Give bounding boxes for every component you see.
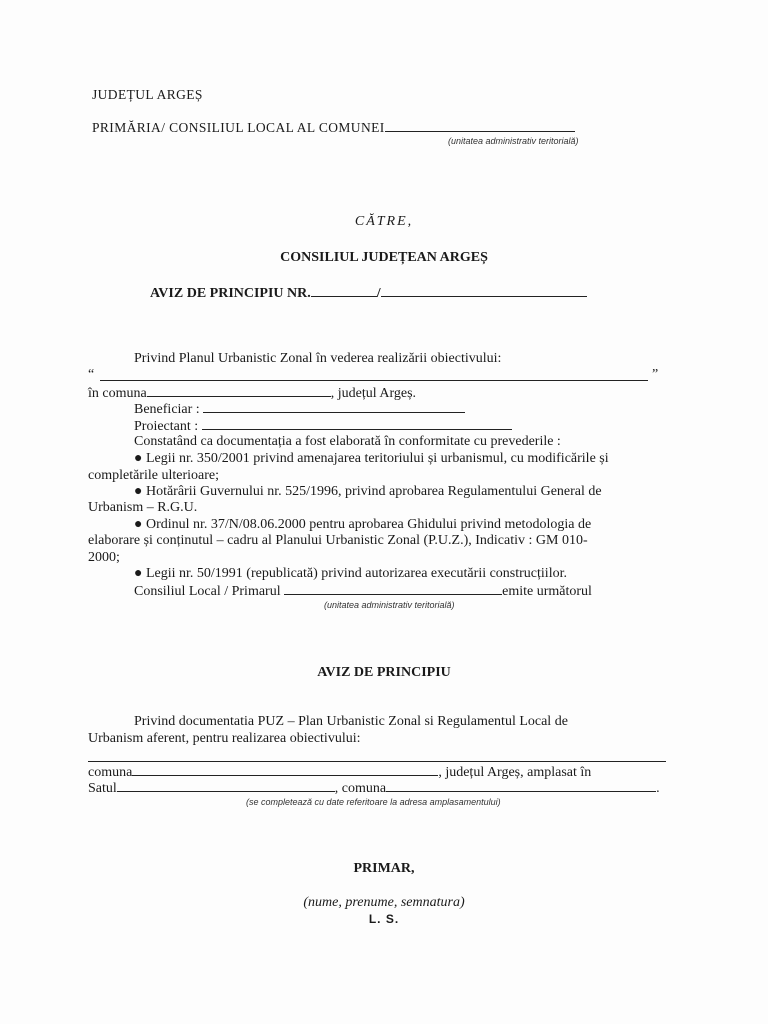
satul-label: Satul (88, 781, 117, 796)
law4-line: ● Legii nr. 50/1991 (republicată) privind autorizarea executării construcțiilor. (134, 566, 567, 581)
comuna-label-2: comuna (88, 765, 133, 780)
law3-line2: elaborare și conținutul – cadru al Planului Urbanistic Zonal (P.U.Z.), Indicativ : GM 010- (88, 533, 588, 548)
consiliul-local-label: Consiliul Local / Primarul (134, 584, 281, 599)
comuna2-blank[interactable] (386, 779, 656, 792)
period: . (656, 781, 660, 796)
beneficiar-line (134, 400, 465, 418)
comuna-blank-2[interactable] (132, 763, 438, 776)
privind-text: Privind Planul Urbanistic Zonal în vederea realizării obiectivului: (134, 351, 502, 366)
unit-blank[interactable] (284, 582, 502, 595)
law2-line2: Urbanism – R.G.U. (88, 500, 198, 515)
unit-note-2: (unitatea administrativ teritorială) (324, 600, 455, 610)
objective-blank-2[interactable] (88, 761, 666, 762)
aviz-number-blank[interactable] (311, 284, 377, 297)
city-hall-label: PRIMĂRIA/ CONSILIUL LOCAL AL COMUNEI (92, 120, 385, 135)
county-council-heading: CONSILIUL JUDEȚEAN ARGEȘ (280, 250, 488, 265)
commune-blank[interactable] (385, 119, 575, 132)
ls-seal: L. S. (368, 912, 400, 926)
judetul-amplasat-label: , județul Argeș, amplasat în (438, 765, 592, 780)
objective-blank[interactable] (100, 380, 648, 381)
proiectant-label: Proiectant : (134, 419, 199, 434)
privind-puz-line2: Urbanism aferent, pentru realizarea obiectivului: (88, 731, 361, 746)
satul-blank[interactable] (117, 779, 335, 792)
proiectant-blank[interactable] (202, 417, 512, 430)
primar-heading: PRIMAR, (353, 861, 415, 876)
aviz-number-line (150, 284, 587, 302)
quote-open: “ (88, 367, 95, 382)
law3-line3: 2000; (88, 550, 120, 565)
county-name: JUDEȚUL ARGEȘ (92, 87, 203, 102)
aviz-number-label: AVIZ DE PRINCIPIU NR. (150, 286, 311, 301)
address-note: (se completează cu date referitoare la adresa amplasamentului) (246, 797, 501, 807)
constatand-text: Constatând ca documentația a fost elaborată în conformitate cu prevederile : (134, 434, 561, 449)
beneficiar-label: Beneficiar : (134, 402, 200, 417)
law3-line1: ● Ordinul nr. 37/N/08.06.2000 pentru aprobarea Ghidului privind metodologia de (134, 517, 592, 532)
consiliul-local-line (134, 582, 592, 600)
city-hall-line (92, 119, 575, 136)
privind-puz-line1: Privind documentatia PUZ – Plan Urbanistic Zonal si Regulamentul Local de (134, 714, 568, 729)
satul-line (88, 779, 660, 797)
judetul-label: , județul Argeș. (330, 386, 417, 401)
law1-line2: completările ulterioare; (88, 468, 219, 483)
aviz-principiu-heading: AVIZ DE PRINCIPIU (317, 665, 451, 680)
slash: / (376, 286, 381, 301)
emite-label: emite următorul (502, 584, 592, 599)
comuna-blank[interactable] (147, 384, 331, 397)
quote-close: ” (652, 367, 659, 382)
unit-note: (unitatea administrativ teritorială) (448, 136, 579, 146)
comuna2-label: , comuna (334, 781, 387, 796)
law2-line1: ● Hotărârii Guvernului nr. 525/1996, privind aprobarea Regulamentului General de (134, 484, 602, 499)
signature-note: (nume, prenume, semnatura) (303, 895, 465, 910)
aviz-date-blank[interactable] (381, 284, 587, 297)
beneficiar-blank[interactable] (203, 400, 465, 413)
catre-heading: CĂTRE, (354, 214, 414, 229)
law1-line1: ● Legii nr. 350/2001 privind amenajarea teritoriului și urbanismul, cu modificările și (134, 451, 609, 466)
in-comuna-label: în comuna (88, 386, 147, 401)
